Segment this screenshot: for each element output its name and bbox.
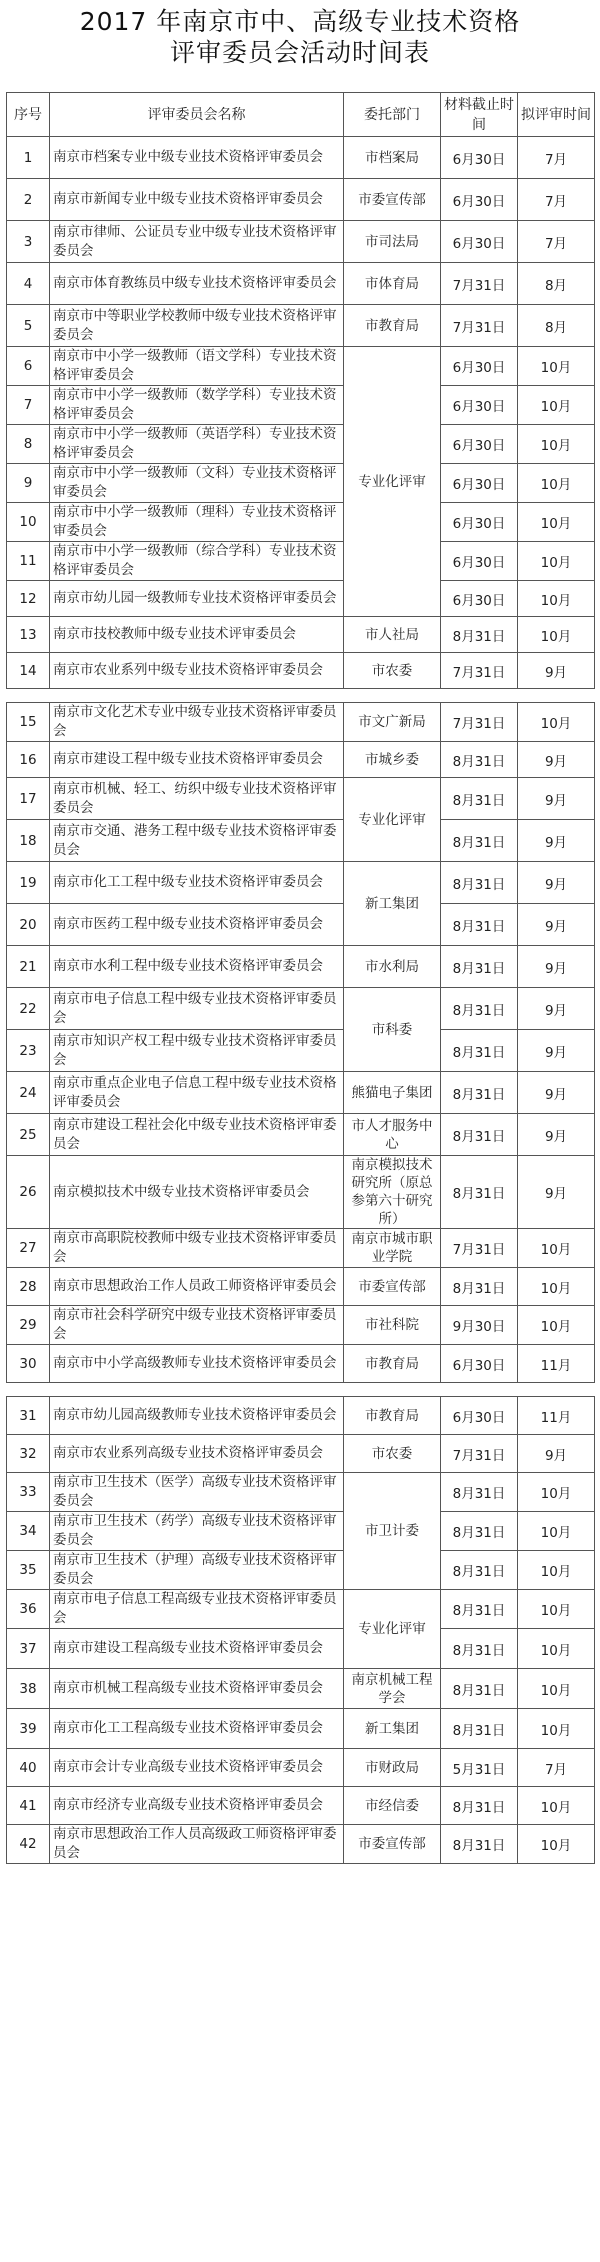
- committee-name: 南京市建设工程社会化中级专业技术资格评审委员会: [50, 1114, 344, 1156]
- material-deadline: 8月31日: [441, 617, 518, 653]
- row-number: 1: [7, 137, 50, 179]
- commissioning-dept: 新工集团: [344, 1709, 441, 1749]
- row-number: 35: [7, 1551, 50, 1590]
- table-row: [7, 425, 595, 464]
- table-row: [7, 263, 595, 305]
- material-deadline: 8月31日: [441, 778, 518, 820]
- table-row: [7, 653, 595, 689]
- committee-name: 南京市高职院校教师中级专业技术资格评审委员会: [50, 1229, 344, 1268]
- page-title: [0, 0, 600, 68]
- commissioning-dept: 南京市城市职业学院: [344, 1229, 441, 1268]
- committee-name: 南京市思想政治工作人员高级政工师资格评审委员会: [50, 1825, 344, 1864]
- commissioning-dept: 市农委: [344, 1435, 441, 1473]
- commissioning-dept: 市文广新局: [344, 703, 441, 742]
- review-time: 7月: [518, 1749, 595, 1787]
- commissioning-dept: 市社科院: [344, 1306, 441, 1345]
- table-row: [7, 1156, 595, 1229]
- material-deadline: 9月30日: [441, 1306, 518, 1345]
- material-deadline: 6月30日: [441, 542, 518, 581]
- row-number: 42: [7, 1825, 50, 1864]
- row-number: 37: [7, 1629, 50, 1669]
- committee-name: 南京市农业系列中级专业技术资格评审委员会: [50, 653, 344, 689]
- material-deadline: 6月30日: [441, 179, 518, 221]
- material-deadline: 8月31日: [441, 1156, 518, 1229]
- table-row: [7, 1030, 595, 1072]
- review-time: 10月: [518, 1551, 595, 1590]
- review-time: 10月: [518, 703, 595, 742]
- table-row: [7, 904, 595, 946]
- commissioning-dept: 市档案局: [344, 137, 441, 179]
- table-row: [7, 1749, 595, 1787]
- review-time: 11月: [518, 1345, 595, 1383]
- row-number: 9: [7, 464, 50, 503]
- committee-name: 南京模拟技术中级专业技术资格评审委员会: [50, 1156, 344, 1229]
- table-row: [7, 617, 595, 653]
- row-number: 25: [7, 1114, 50, 1156]
- material-deadline: 6月30日: [441, 221, 518, 263]
- review-time: 9月: [518, 988, 595, 1030]
- material-deadline: 8月31日: [441, 862, 518, 904]
- committee-name: 南京市电子信息工程高级专业技术资格评审委员会: [50, 1590, 344, 1629]
- review-time: 10月: [518, 581, 595, 617]
- review-time: 10月: [518, 542, 595, 581]
- commissioning-dept: 市司法局: [344, 221, 441, 263]
- material-deadline: 8月31日: [441, 1590, 518, 1629]
- commissioning-dept: 市农委: [344, 653, 441, 689]
- commissioning-dept: 市教育局: [344, 1345, 441, 1383]
- commissioning-dept: 专业化评审: [344, 1590, 441, 1669]
- review-time: 10月: [518, 1512, 595, 1551]
- review-time: 10月: [518, 347, 595, 386]
- commissioning-dept: 熊猫电子集团: [344, 1072, 441, 1114]
- material-deadline: 6月30日: [441, 347, 518, 386]
- row-number: 41: [7, 1787, 50, 1825]
- row-number: 13: [7, 617, 50, 653]
- material-deadline: 5月31日: [441, 1749, 518, 1787]
- committee-name: 南京市文化艺术专业中级专业技术资格评审委员会: [50, 703, 344, 742]
- table-row: [7, 1551, 595, 1590]
- material-deadline: 8月31日: [441, 1030, 518, 1072]
- commissioning-dept: 市教育局: [344, 1397, 441, 1435]
- committee-name: 南京市幼儿园高级教师专业技术资格评审委员会: [50, 1397, 344, 1435]
- table-row: [7, 1345, 595, 1383]
- table-row: [7, 1397, 595, 1435]
- row-number: 30: [7, 1345, 50, 1383]
- table-row: [7, 1825, 595, 1864]
- committee-name: 南京市重点企业电子信息工程中级专业技术资格评审委员会: [50, 1072, 344, 1114]
- row-number: 6: [7, 347, 50, 386]
- review-time: 10月: [518, 1590, 595, 1629]
- table-row: [7, 1268, 595, 1306]
- review-time: 10月: [518, 425, 595, 464]
- row-number: 33: [7, 1473, 50, 1512]
- row-number: 22: [7, 988, 50, 1030]
- commissioning-dept: 市委宣传部: [344, 1268, 441, 1306]
- commissioning-dept: 专业化评审: [344, 347, 441, 617]
- material-deadline: 6月30日: [441, 464, 518, 503]
- material-deadline: 8月31日: [441, 1669, 518, 1709]
- committee-name: 南京市机械工程高级专业技术资格评审委员会: [50, 1669, 344, 1709]
- row-number: 18: [7, 820, 50, 862]
- committee-name: 南京市中小学一级教师（理科）专业技术资格评审委员会: [50, 503, 344, 542]
- row-number: 2: [7, 179, 50, 221]
- committee-name: 南京市新闻专业中级专业技术资格评审委员会: [50, 179, 344, 221]
- committee-name: 南京市社会科学研究中级专业技术资格评审委员会: [50, 1306, 344, 1345]
- review-time: 10月: [518, 464, 595, 503]
- committee-name: 南京市中等职业学校教师中级专业技术资格评审委员会: [50, 305, 344, 347]
- committee-name: 南京市医药工程中级专业技术资格评审委员会: [50, 904, 344, 946]
- review-time: 9月: [518, 862, 595, 904]
- review-time: 10月: [518, 1306, 595, 1345]
- review-time: 9月: [518, 1114, 595, 1156]
- table-row: [7, 464, 595, 503]
- material-deadline: 8月31日: [441, 1787, 518, 1825]
- review-time: 9月: [518, 1030, 595, 1072]
- review-time: 9月: [518, 778, 595, 820]
- row-number: 8: [7, 425, 50, 464]
- committee-name: 南京市中小学高级教师专业技术资格评审委员会: [50, 1345, 344, 1383]
- material-deadline: 6月30日: [441, 581, 518, 617]
- review-time: 7月: [518, 221, 595, 263]
- review-time: 10月: [518, 1629, 595, 1669]
- material-deadline: 8月31日: [441, 1709, 518, 1749]
- review-time: 10月: [518, 1669, 595, 1709]
- review-time: 9月: [518, 653, 595, 689]
- section-gap-cell: [7, 689, 595, 703]
- material-deadline: 6月30日: [441, 137, 518, 179]
- committee-name: 南京市律师、公证员专业中级专业技术资格评审委员会: [50, 221, 344, 263]
- committee-name: 南京市水利工程中级专业技术资格评审委员会: [50, 946, 344, 988]
- header-name: 评审委员会名称: [50, 93, 344, 137]
- table-row: [7, 179, 595, 221]
- commissioning-dept: 市委宣传部: [344, 179, 441, 221]
- committee-name: 南京市知识产权工程中级专业技术资格评审委员会: [50, 1030, 344, 1072]
- review-time: 7月: [518, 179, 595, 221]
- commissioning-dept: 市城乡委: [344, 742, 441, 778]
- committee-name: 南京市交通、港务工程中级专业技术资格评审委员会: [50, 820, 344, 862]
- table-row: [7, 1072, 595, 1114]
- table-row: [7, 1473, 595, 1512]
- table-row: [7, 1229, 595, 1268]
- committee-name: 南京市档案专业中级专业技术资格评审委员会: [50, 137, 344, 179]
- material-deadline: 7月31日: [441, 1229, 518, 1268]
- row-number: 40: [7, 1749, 50, 1787]
- review-time: 8月: [518, 305, 595, 347]
- committee-name: 南京市中小学一级教师（文科）专业技术资格评审委员会: [50, 464, 344, 503]
- table-row: [7, 503, 595, 542]
- table-row: [7, 703, 595, 742]
- row-number: 3: [7, 221, 50, 263]
- review-time: 10月: [518, 1787, 595, 1825]
- commissioning-dept: 新工集团: [344, 862, 441, 946]
- committee-name: 南京市经济专业高级专业技术资格评审委员会: [50, 1787, 344, 1825]
- section-gap: [7, 1383, 595, 1397]
- material-deadline: 8月31日: [441, 946, 518, 988]
- commissioning-dept: 南京模拟技术研究所（原总参第六十研究所）: [344, 1156, 441, 1229]
- title-line-2: 评审委员会活动时间表: [169, 38, 430, 67]
- material-deadline: 6月30日: [441, 1397, 518, 1435]
- schedule-table-container: [6, 92, 594, 1864]
- material-deadline: 8月31日: [441, 1268, 518, 1306]
- table-row: [7, 1435, 595, 1473]
- review-time: 10月: [518, 617, 595, 653]
- table-row: [7, 778, 595, 820]
- row-number: 31: [7, 1397, 50, 1435]
- material-deadline: 6月30日: [441, 503, 518, 542]
- committee-name: 南京市思想政治工作人员政工师资格评审委员会: [50, 1268, 344, 1306]
- row-number: 10: [7, 503, 50, 542]
- material-deadline: 8月31日: [441, 1473, 518, 1512]
- header-review: 拟评审时间: [518, 93, 595, 137]
- review-time: 10月: [518, 1473, 595, 1512]
- material-deadline: 8月31日: [441, 904, 518, 946]
- table-header: [7, 93, 595, 137]
- row-number: 36: [7, 1590, 50, 1629]
- table-row: [7, 1787, 595, 1825]
- committee-name: 南京市中小学一级教师（数学学科）专业技术资格评审委员会: [50, 386, 344, 425]
- material-deadline: 8月31日: [441, 1551, 518, 1590]
- material-deadline: 7月31日: [441, 653, 518, 689]
- commissioning-dept: 南京机械工程学会: [344, 1669, 441, 1709]
- row-number: 21: [7, 946, 50, 988]
- review-time: 10月: [518, 1268, 595, 1306]
- review-time: 10月: [518, 503, 595, 542]
- row-number: 15: [7, 703, 50, 742]
- row-number: 34: [7, 1512, 50, 1551]
- review-time: 9月: [518, 742, 595, 778]
- table-row: [7, 581, 595, 617]
- committee-name: 南京市建设工程中级专业技术资格评审委员会: [50, 742, 344, 778]
- table-row: [7, 742, 595, 778]
- committee-name: 南京市中小学一级教师（英语学科）专业技术资格评审委员会: [50, 425, 344, 464]
- material-deadline: 6月30日: [441, 425, 518, 464]
- table-row: [7, 1512, 595, 1551]
- row-number: 39: [7, 1709, 50, 1749]
- review-time: 10月: [518, 386, 595, 425]
- row-number: 17: [7, 778, 50, 820]
- committee-name: 南京市卫生技术（护理）高级专业技术资格评审委员会: [50, 1551, 344, 1590]
- commissioning-dept: 市卫计委: [344, 1473, 441, 1590]
- row-number: 20: [7, 904, 50, 946]
- table-row: [7, 946, 595, 988]
- review-time: 9月: [518, 1072, 595, 1114]
- row-number: 29: [7, 1306, 50, 1345]
- table-row: [7, 1114, 595, 1156]
- committee-name: 南京市电子信息工程中级专业技术资格评审委员会: [50, 988, 344, 1030]
- section-gap-cell: [7, 1383, 595, 1397]
- committee-name: 南京市卫生技术（药学）高级专业技术资格评审委员会: [50, 1512, 344, 1551]
- material-deadline: 8月31日: [441, 1512, 518, 1551]
- commissioning-dept: 专业化评审: [344, 778, 441, 862]
- committee-name: 南京市技校教师中级专业技术评审委员会: [50, 617, 344, 653]
- row-number: 28: [7, 1268, 50, 1306]
- review-time: 10月: [518, 1825, 595, 1864]
- committee-name: 南京市体育教练员中级专业技术资格评审委员会: [50, 263, 344, 305]
- table-row: [7, 1669, 595, 1709]
- commissioning-dept: 市财政局: [344, 1749, 441, 1787]
- row-number: 4: [7, 263, 50, 305]
- commissioning-dept: 市人社局: [344, 617, 441, 653]
- row-number: 7: [7, 386, 50, 425]
- table-row: [7, 137, 595, 179]
- committee-name: 南京市建设工程高级专业技术资格评审委员会: [50, 1629, 344, 1669]
- review-time: 8月: [518, 263, 595, 305]
- commissioning-dept: 市委宣传部: [344, 1825, 441, 1864]
- committee-name: 南京市机械、轻工、纺织中级专业技术资格评审委员会: [50, 778, 344, 820]
- review-time: 11月: [518, 1397, 595, 1435]
- table-row: [7, 820, 595, 862]
- review-time: 7月: [518, 137, 595, 179]
- material-deadline: 8月31日: [441, 988, 518, 1030]
- row-number: 19: [7, 862, 50, 904]
- row-number: 12: [7, 581, 50, 617]
- table-row: [7, 1590, 595, 1629]
- row-number: 23: [7, 1030, 50, 1072]
- material-deadline: 8月31日: [441, 1072, 518, 1114]
- committee-name: 南京市会计专业高级专业技术资格评审委员会: [50, 1749, 344, 1787]
- table-row: [7, 862, 595, 904]
- row-number: 14: [7, 653, 50, 689]
- commissioning-dept: 市水利局: [344, 946, 441, 988]
- commissioning-dept: 市教育局: [344, 305, 441, 347]
- row-number: 5: [7, 305, 50, 347]
- material-deadline: 6月30日: [441, 1345, 518, 1383]
- table-row: [7, 1629, 595, 1669]
- row-number: 11: [7, 542, 50, 581]
- table-row: [7, 305, 595, 347]
- review-time: 9月: [518, 904, 595, 946]
- header-dept: 委托部门: [344, 93, 441, 137]
- review-time: 9月: [518, 1156, 595, 1229]
- table-row: [7, 988, 595, 1030]
- material-deadline: 7月31日: [441, 1435, 518, 1473]
- table-row: [7, 542, 595, 581]
- material-deadline: 8月31日: [441, 820, 518, 862]
- material-deadline: 8月31日: [441, 742, 518, 778]
- committee-name: 南京市卫生技术（医学）高级专业技术资格评审委员会: [50, 1473, 344, 1512]
- committee-name: 南京市中小学一级教师（综合学科）专业技术资格评审委员会: [50, 542, 344, 581]
- commissioning-dept: 市体育局: [344, 263, 441, 305]
- table-row: [7, 1306, 595, 1345]
- committee-name: 南京市化工工程中级专业技术资格评审委员会: [50, 862, 344, 904]
- committee-name: 南京市化工工程高级专业技术资格评审委员会: [50, 1709, 344, 1749]
- material-deadline: 6月30日: [441, 386, 518, 425]
- table-row: [7, 386, 595, 425]
- committee-name: 南京市农业系列高级专业技术资格评审委员会: [50, 1435, 344, 1473]
- row-number: 38: [7, 1669, 50, 1709]
- material-deadline: 7月31日: [441, 305, 518, 347]
- row-number: 26: [7, 1156, 50, 1229]
- row-number: 27: [7, 1229, 50, 1268]
- title-line-1: 2017 年南京市中、高级专业技术资格: [79, 7, 521, 36]
- material-deadline: 7月31日: [441, 703, 518, 742]
- schedule-table: [6, 92, 595, 1864]
- review-time: 10月: [518, 1229, 595, 1268]
- review-time: 10月: [518, 1709, 595, 1749]
- row-number: 24: [7, 1072, 50, 1114]
- row-number: 16: [7, 742, 50, 778]
- review-time: 9月: [518, 946, 595, 988]
- material-deadline: 7月31日: [441, 263, 518, 305]
- table-row: [7, 1709, 595, 1749]
- commissioning-dept: 市人才服务中心: [344, 1114, 441, 1156]
- header-no: 序号: [7, 93, 50, 137]
- review-time: 9月: [518, 1435, 595, 1473]
- material-deadline: 8月31日: [441, 1825, 518, 1864]
- material-deadline: 8月31日: [441, 1114, 518, 1156]
- row-number: 32: [7, 1435, 50, 1473]
- review-time: 9月: [518, 820, 595, 862]
- table-row: [7, 221, 595, 263]
- section-gap: [7, 689, 595, 703]
- committee-name: 南京市中小学一级教师（语文学科）专业技术资格评审委员会: [50, 347, 344, 386]
- committee-name: 南京市幼儿园一级教师专业技术资格评审委员会: [50, 581, 344, 617]
- header-deadline: 材料截止时间: [441, 93, 518, 137]
- commissioning-dept: 市经信委: [344, 1787, 441, 1825]
- commissioning-dept: 市科委: [344, 988, 441, 1072]
- table-row: [7, 347, 595, 386]
- material-deadline: 8月31日: [441, 1629, 518, 1669]
